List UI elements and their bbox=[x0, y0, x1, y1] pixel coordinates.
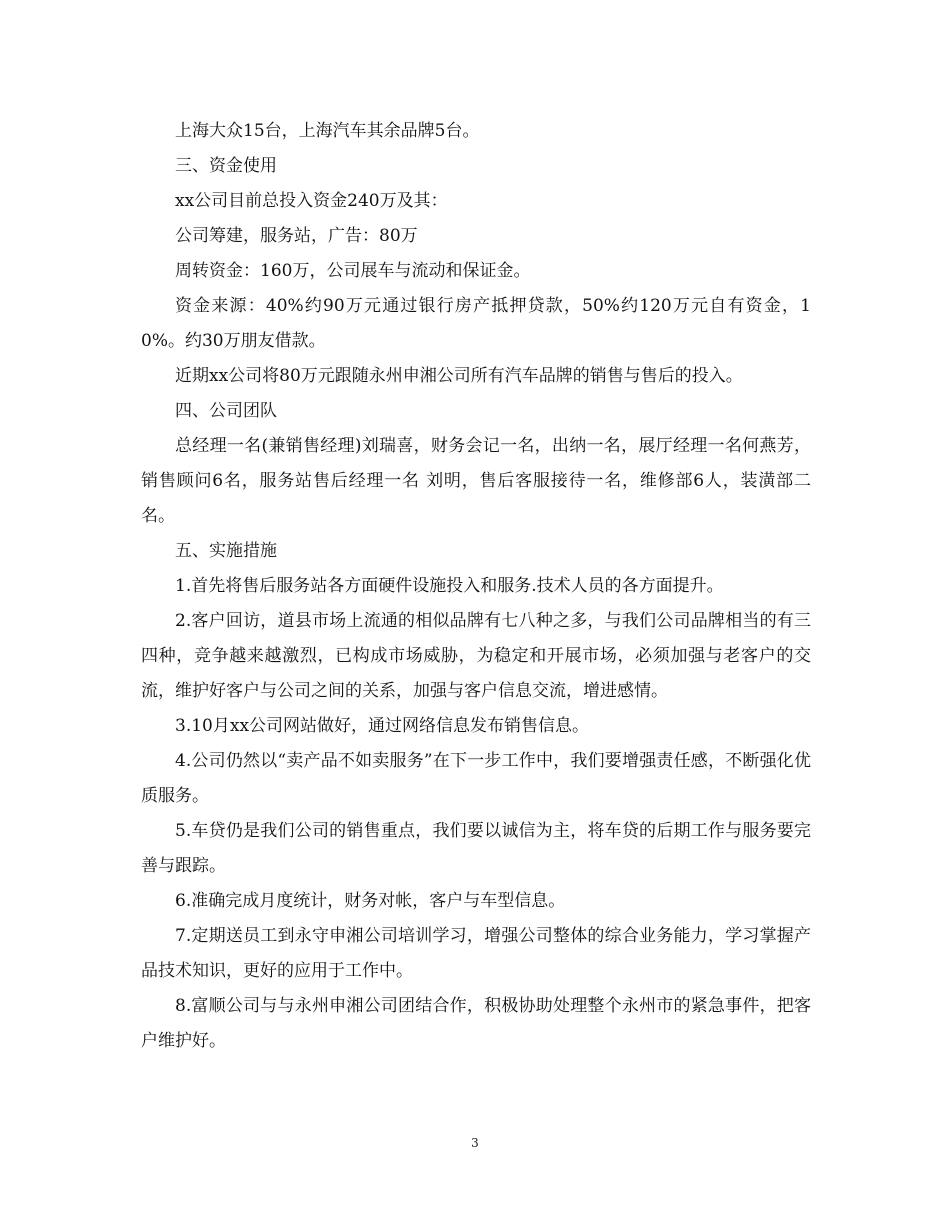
list-item: 7.定期送员工到永守申湘公司培训学习，增强公司整体的综合业务能力，学习掌握产品技术知识，更好的应用于工作中。 bbox=[141, 926, 811, 981]
section-heading: 五、实施措施 bbox=[175, 541, 277, 561]
document-body bbox=[141, 114, 811, 1059]
list-item: 6.准确完成月度统计，财务对帐，客户与车型信息。 bbox=[175, 891, 566, 911]
page-number: 3 bbox=[471, 1136, 479, 1150]
paragraph: 总经理一名(兼销售经理)刘瑞喜，财务会记一名，出纳一名，展厅经理一名何燕芳，销售顾问6名，服务站售后经理一名 刘明，售后客服接待一名，维修部6人，装潢部二名。 bbox=[141, 436, 811, 526]
paragraph: 近期xx公司将80万元跟随永州申湘公司所有汽车品牌的销售与售后的投入。 bbox=[175, 366, 743, 386]
list-item: 4.公司仍然以“卖产品不如卖服务”在下一步工作中，我们要增强责任感，不断强化优质服务。 bbox=[141, 751, 811, 806]
paragraph: 周转资金：160万，公司展车与流动和保证金。 bbox=[175, 261, 531, 281]
paragraph: 上海大众15台，上海汽车其余品牌5台。 bbox=[175, 121, 480, 141]
list-item: 8.富顺公司与与永州申湘公司团结合作，积极协助处理整个永州市的紧急事件，把客户维护好。 bbox=[141, 996, 811, 1051]
list-item: 5.车贷仍是我们公司的销售重点，我们要以诚信为主，将车贷的后期工作与服务要完善与跟踪。 bbox=[141, 821, 811, 876]
section-heading: 三、资金使用 bbox=[175, 156, 277, 176]
list-item: 3.10月xx公司网站做好，通过网络信息发布销售信息。 bbox=[175, 716, 590, 736]
paragraph: xx公司目前总投入资金240万及其： bbox=[175, 191, 448, 211]
section-heading: 四、公司团队 bbox=[175, 401, 277, 421]
list-item: 1.首先将售后服务站各方面硬件设施投入和服务.技术人员的各方面提升。 bbox=[175, 576, 724, 596]
paragraph: 资金来源：40%约90万元通过银行房产抵押贷款，50%约120万元自有资金，10%。约30万朋友借款。 bbox=[141, 296, 811, 351]
paragraph: 公司筹建，服务站，广告：80万 bbox=[175, 226, 418, 246]
list-item: 2.客户回访，道县市场上流通的相似品牌有七八种之多，与我们公司品牌相当的有三四种，竞争越来越激烈，已构成市场威胁，为稳定和开展市场，必须加强与老客户的交流，维护好客户与公司之间的关系，加强与客户信息交流，增进感情。 bbox=[141, 611, 811, 701]
